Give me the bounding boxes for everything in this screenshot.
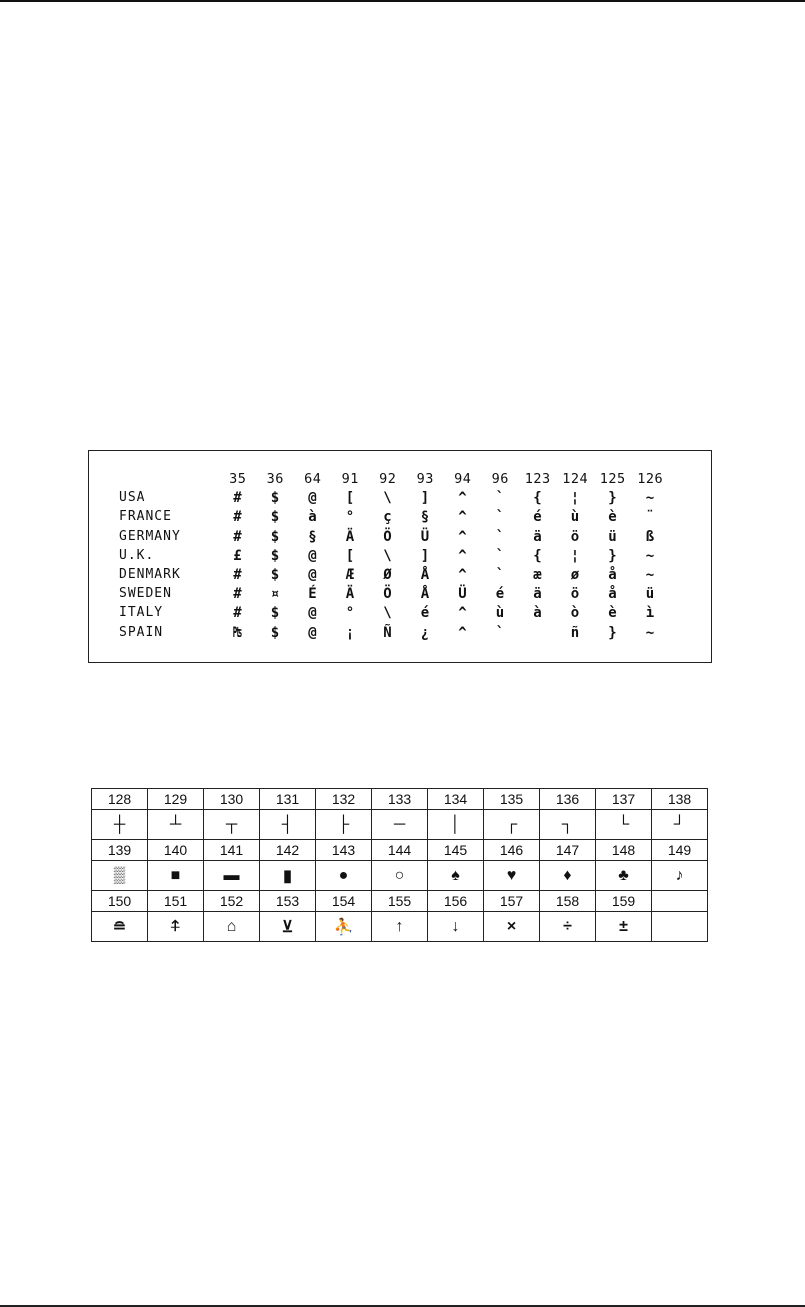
international-charset-grid: [119, 471, 669, 644]
charset-cell: §: [308, 528, 318, 545]
symbol-cell: │: [428, 810, 484, 840]
code-cell: 154: [316, 891, 372, 912]
charset-cell: ò: [570, 605, 580, 622]
symbol-cell: ┤: [260, 810, 316, 840]
symbol-cell: ■: [148, 861, 204, 891]
charset-cell: }: [608, 547, 618, 564]
symbol-cell: ⍏: [148, 912, 204, 942]
charset-cell: ¤: [270, 586, 280, 603]
charset-cell: @: [308, 490, 318, 507]
charset-cell: æ: [533, 566, 543, 583]
code-cell: 157: [484, 891, 540, 912]
charset-cell: `: [495, 566, 505, 583]
charset-cell: ~: [645, 566, 655, 583]
charset-cell: Ñ: [383, 624, 393, 641]
charset-cell: [519, 625, 557, 644]
charset-cell: {: [533, 490, 543, 507]
symbol-cell: ┴: [148, 810, 204, 840]
symbol-row: [92, 912, 708, 942]
charset-cell: à: [533, 605, 543, 622]
code-cell: 151: [148, 891, 204, 912]
country-label: FRANCE: [119, 509, 172, 525]
charset-cell: Å: [420, 566, 430, 583]
charset-cell: ^: [458, 624, 468, 641]
code-cell: 147: [540, 840, 596, 861]
charset-cell: ~: [645, 547, 655, 564]
symbol-cell: [652, 912, 708, 942]
code-cell: 130: [204, 789, 260, 810]
charset-cell: ø: [570, 566, 580, 583]
code-header: 96: [491, 471, 509, 487]
charset-cell: $: [270, 509, 280, 526]
symbol-cell: ≘: [92, 912, 148, 942]
symbol-cell: ●: [316, 861, 372, 891]
charset-cell: ü: [645, 586, 655, 603]
charset-cell: `: [495, 624, 505, 641]
code-cell: 140: [148, 840, 204, 861]
header-corner: [119, 471, 219, 490]
code-header: 36: [266, 471, 284, 487]
charset-cell: Ö: [383, 528, 393, 545]
code-header: 35: [229, 471, 247, 487]
code-cell: 141: [204, 840, 260, 861]
charset-cell: °: [345, 605, 355, 622]
symbol-cell: ▬: [204, 861, 260, 891]
symbol-cell: ⊻: [260, 912, 316, 942]
charset-cell: ñ: [570, 624, 580, 641]
charset-cell: ~: [645, 624, 655, 641]
country-label: SWEDEN: [119, 586, 172, 602]
code-cell: 155: [372, 891, 428, 912]
charset-cell: ä: [533, 528, 543, 545]
symbol-cell: ┘: [652, 810, 708, 840]
symbol-cell: ♠: [428, 861, 484, 891]
charset-cell: ^: [458, 605, 468, 622]
charset-cell: Ü: [458, 586, 468, 603]
charset-cell: [: [345, 490, 355, 507]
charset-cell: É: [308, 586, 318, 603]
code-header: 123: [524, 471, 551, 487]
charset-cell: ö: [570, 586, 580, 603]
charset-cell: }: [608, 490, 618, 507]
code-cell: 148: [596, 840, 652, 861]
code-cell: 133: [372, 789, 428, 810]
code-cell: 131: [260, 789, 316, 810]
symbol-cell: ⌂: [204, 912, 260, 942]
code-cell: 146: [484, 840, 540, 861]
code-cell: 142: [260, 840, 316, 861]
charset-cell: `: [495, 547, 505, 564]
symbol-cell: ÷: [540, 912, 596, 942]
code-row: [92, 840, 708, 861]
charset-cell: $: [270, 566, 280, 583]
charset-cell: Ä: [345, 586, 355, 603]
code-cell: 144: [372, 840, 428, 861]
charset-cell: à: [308, 509, 318, 526]
symbol-cell: ♣: [596, 861, 652, 891]
code-cell: 156: [428, 891, 484, 912]
charset-cell: ä: [533, 586, 543, 603]
code-row: [92, 891, 708, 912]
charset-cell: å: [608, 586, 618, 603]
charset-cell: $: [270, 547, 280, 564]
charset-cell: #: [233, 490, 243, 507]
charset-cell: è: [608, 509, 618, 526]
charset-cell: ù: [570, 509, 580, 526]
country-label: DENMARK: [119, 566, 181, 582]
symbol-cell: ○: [372, 861, 428, 891]
charset-cell: $: [270, 490, 280, 507]
charset-cell: @: [308, 605, 318, 622]
charset-cell: ^: [458, 509, 468, 526]
code-cell: 137: [596, 789, 652, 810]
charset-cell: \: [383, 605, 393, 622]
charset-cell: é: [420, 605, 430, 622]
charset-cell: }: [608, 624, 618, 641]
charset-cell: ¨: [645, 509, 655, 526]
charset-cell: $: [270, 605, 280, 622]
charset-cell: Æ: [345, 566, 355, 583]
charset-cell: @: [308, 547, 318, 564]
symbol-cell: ±: [596, 912, 652, 942]
charset-cell: ¡: [345, 624, 355, 641]
code-cell: 136: [540, 789, 596, 810]
charset-cell: é: [495, 586, 505, 603]
charset-cell: £: [233, 547, 243, 564]
charset-cell: ¿: [420, 624, 430, 641]
charset-cell: {: [533, 547, 543, 564]
code-cell: 143: [316, 840, 372, 861]
charset-cell: ö: [570, 528, 580, 545]
symbol-cell: ├: [316, 810, 372, 840]
symbol-cell: ┌: [484, 810, 540, 840]
symbol-cell: ♦: [540, 861, 596, 891]
charset-cell: ]: [420, 490, 430, 507]
code-header: 92: [379, 471, 397, 487]
code-cell: [652, 891, 708, 912]
charset-cell: é: [533, 509, 543, 526]
country-label: ITALY: [119, 605, 164, 621]
charset-cell: Å: [420, 586, 430, 603]
charset-cell: ¦: [570, 490, 580, 507]
symbol-cell: ×: [484, 912, 540, 942]
code-header: 125: [599, 471, 626, 487]
code-header: 64: [304, 471, 322, 487]
charset-cell: ù: [495, 605, 505, 622]
symbol-row: [92, 810, 708, 840]
charset-cell: ç: [383, 509, 393, 526]
symbol-cell: └: [596, 810, 652, 840]
charset-cell: #: [233, 586, 243, 603]
charset-cell: #: [233, 605, 243, 622]
code-header: 93: [416, 471, 434, 487]
charset-cell: Ö: [383, 586, 393, 603]
charset-cell: ]: [420, 547, 430, 564]
charset-cell: $: [270, 624, 280, 641]
charset-cell: ¦: [570, 547, 580, 564]
top-rule: [0, 0, 805, 2]
charset-cell: @: [308, 624, 318, 641]
charset-cell: \: [383, 547, 393, 564]
code-cell: 138: [652, 789, 708, 810]
international-charset-table: [88, 450, 712, 663]
charset-cell: `: [495, 528, 505, 545]
charset-cell: å: [608, 566, 618, 583]
code-cell: 135: [484, 789, 540, 810]
charset-cell: ^: [458, 566, 468, 583]
code-cell: 159: [596, 891, 652, 912]
charset-cell: `: [495, 509, 505, 526]
charset-cell: ü: [608, 528, 618, 545]
country-label: U.K.: [119, 547, 155, 563]
charset-cell: #: [233, 566, 243, 583]
code-cell: 145: [428, 840, 484, 861]
charset-cell: #: [233, 528, 243, 545]
charset-cell: ^: [458, 547, 468, 564]
symbol-cell: ♪: [652, 861, 708, 891]
symbol-cell: ▮: [260, 861, 316, 891]
symbol-cell: ┼: [92, 810, 148, 840]
charset-cell: ì: [645, 605, 655, 622]
code-cell: 129: [148, 789, 204, 810]
symbol-cell: ↓: [428, 912, 484, 942]
charset-cell: ^: [458, 490, 468, 507]
code-cell: 158: [540, 891, 596, 912]
symbol-cell: ─: [372, 810, 428, 840]
code-cell: 128: [92, 789, 148, 810]
charset-cell: ₧: [233, 624, 243, 641]
code-cell: 152: [204, 891, 260, 912]
code-cell: 134: [428, 789, 484, 810]
charset-cell: [: [345, 547, 355, 564]
code-header: 94: [454, 471, 472, 487]
code-cell: 139: [92, 840, 148, 861]
code-header: 124: [562, 471, 589, 487]
symbol-cell: ▒: [92, 861, 148, 891]
charset-cell: Ä: [345, 528, 355, 545]
country-label: GERMANY: [119, 528, 181, 544]
charset-cell: `: [495, 490, 505, 507]
graphic-charset-table: [91, 788, 708, 942]
charset-cell: §: [420, 509, 430, 526]
code-row: [92, 789, 708, 810]
charset-cell: @: [308, 566, 318, 583]
charset-cell: ß: [645, 528, 655, 545]
code-header: 126: [637, 471, 664, 487]
charset-cell: \: [383, 490, 393, 507]
charset-cell: °: [345, 509, 355, 526]
country-label: SPAIN: [119, 624, 164, 640]
symbol-cell: ⛹: [316, 912, 372, 942]
symbol-cell: ♥: [484, 861, 540, 891]
symbol-cell: ┬: [204, 810, 260, 840]
code-cell: 150: [92, 891, 148, 912]
symbol-cell: ┐: [540, 810, 596, 840]
charset-cell: Ü: [420, 528, 430, 545]
charset-cell: è: [608, 605, 618, 622]
code-cell: 153: [260, 891, 316, 912]
charset-cell: $: [270, 528, 280, 545]
charset-cell: #: [233, 509, 243, 526]
code-cell: 149: [652, 840, 708, 861]
code-cell: 132: [316, 789, 372, 810]
charset-cell: ~: [645, 490, 655, 507]
country-label: USA: [119, 490, 146, 506]
charset-cell: ^: [458, 528, 468, 545]
charset-cell: Ø: [383, 566, 393, 583]
symbol-cell: ↑: [372, 912, 428, 942]
code-header: 91: [341, 471, 359, 487]
symbol-row: [92, 861, 708, 891]
